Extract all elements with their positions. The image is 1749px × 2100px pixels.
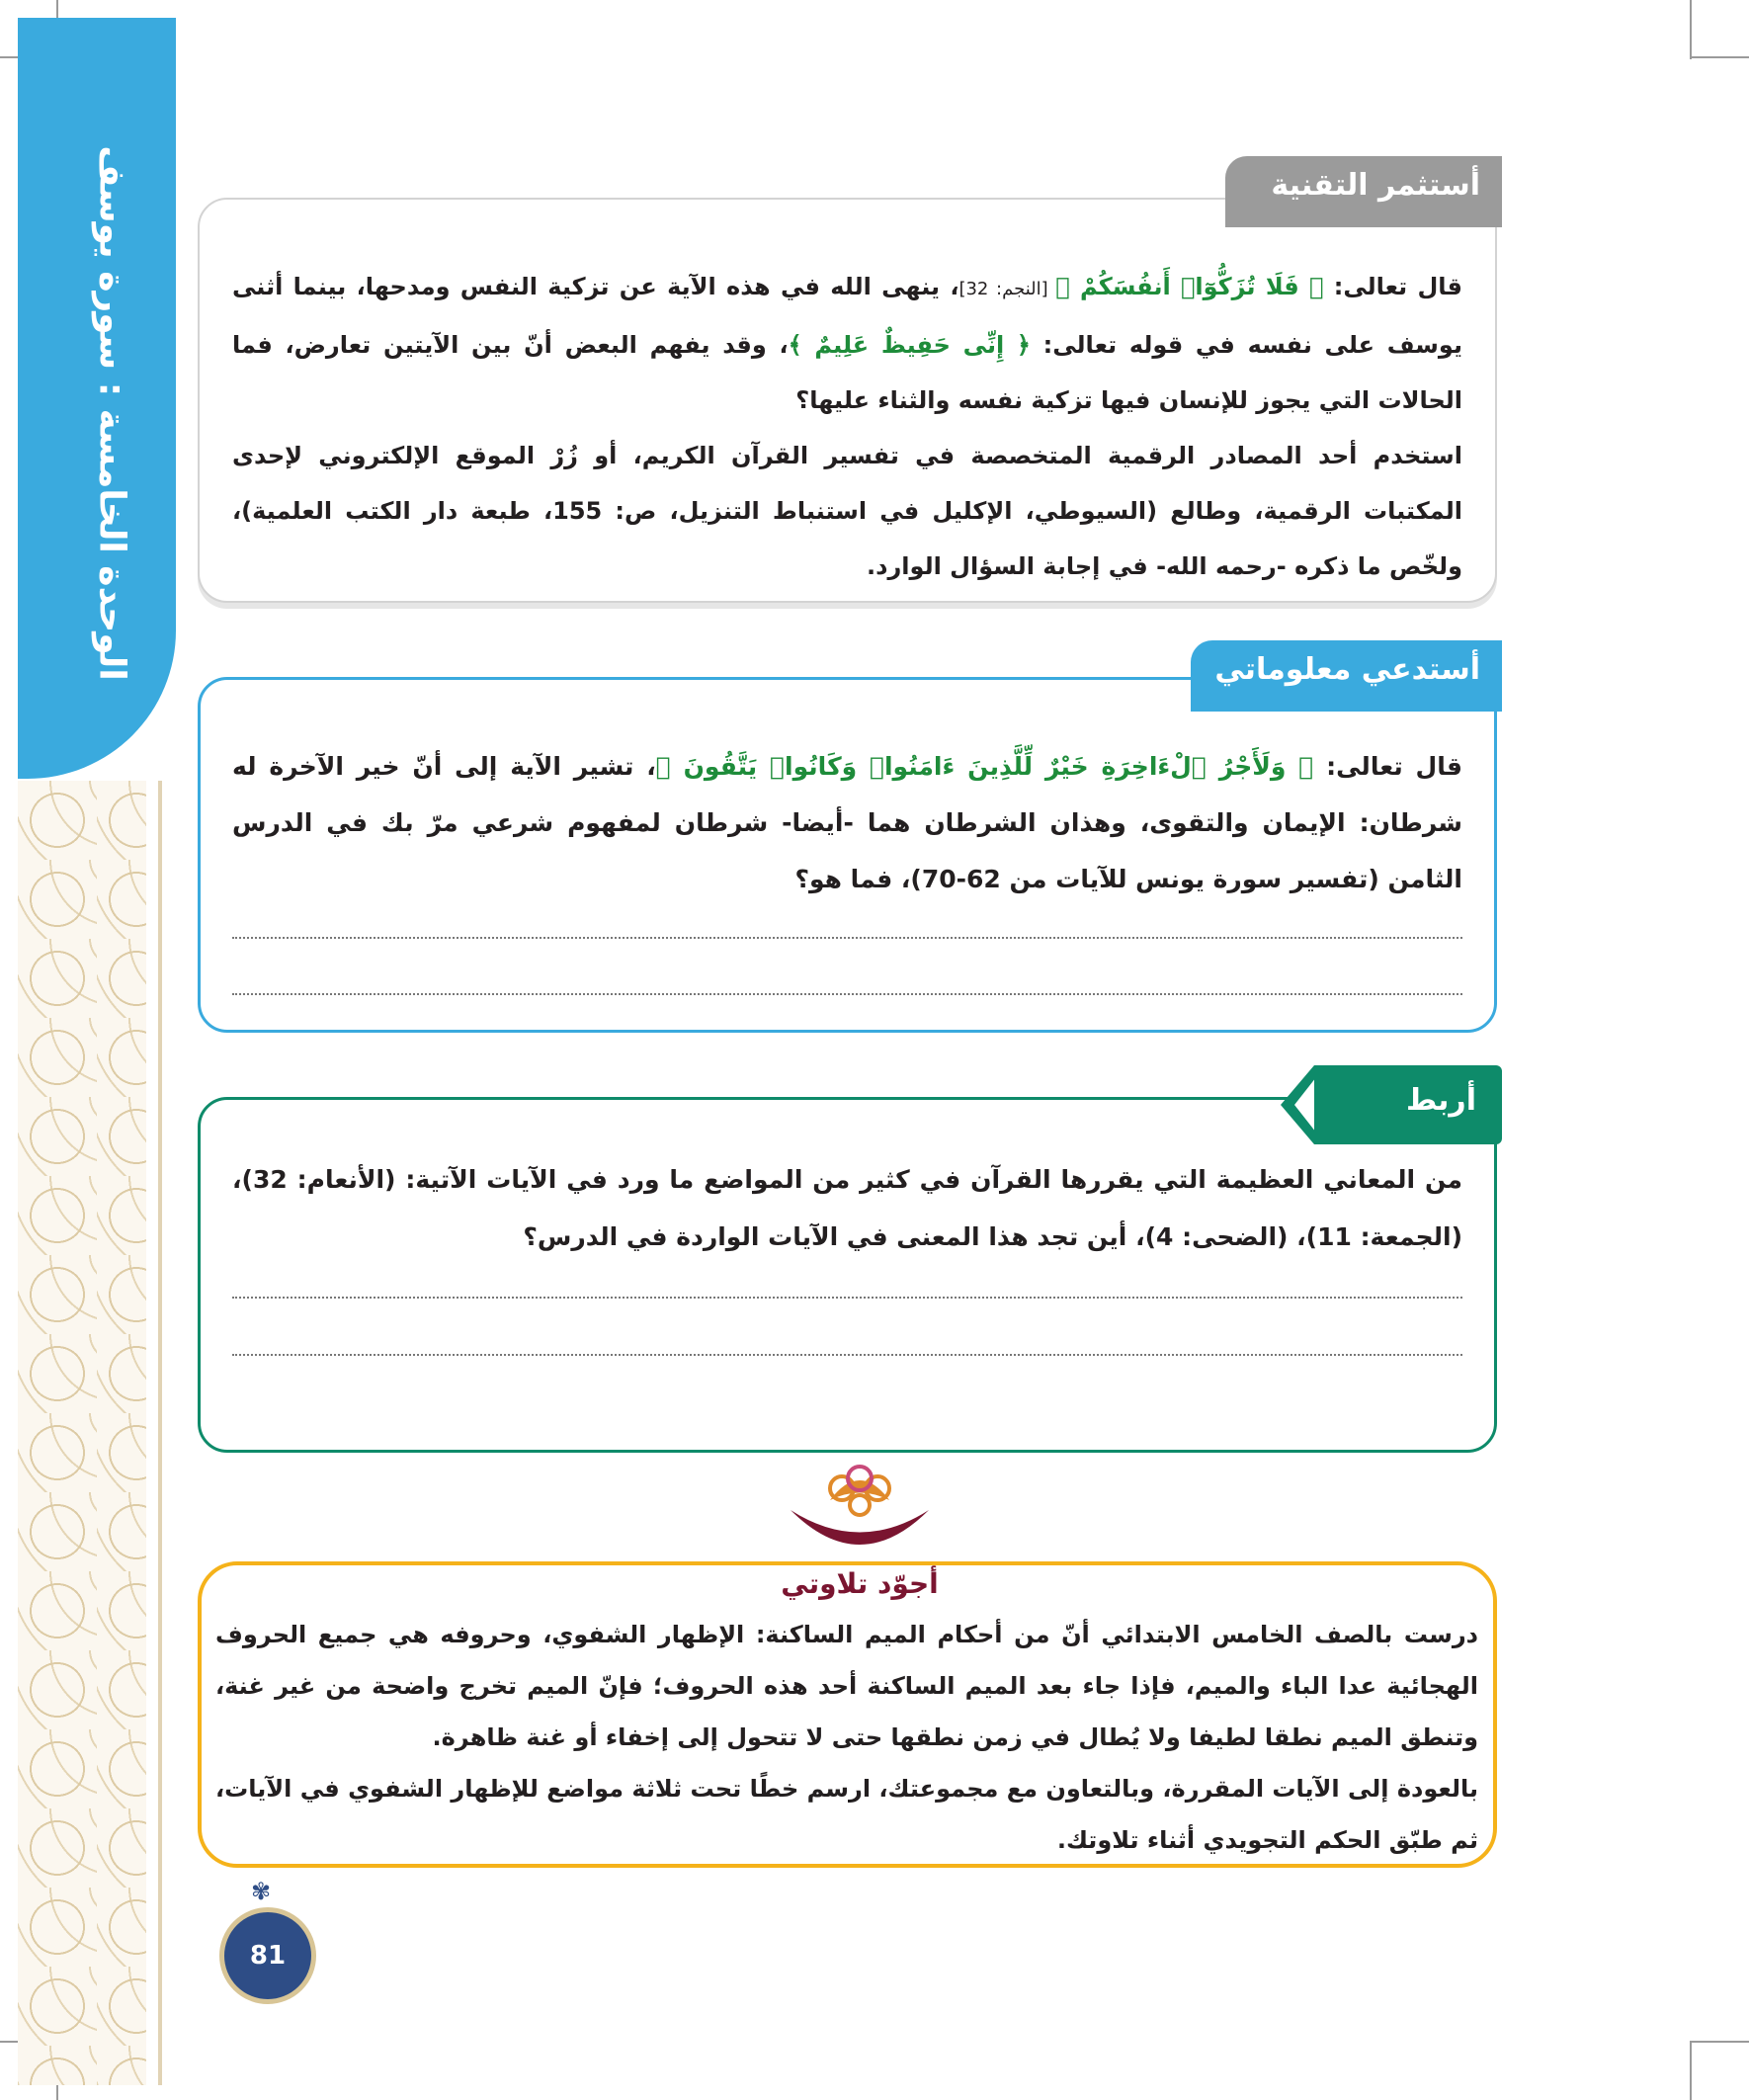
ornamental-border [18,781,146,2085]
text-span: ، ينهى الله في هذه الآية عن تزكية النفس ومدحها، بينما أثنى يوسف على نفسه في قوله تعالى: [232,273,1462,359]
quran-verse: ﴿ وَلَأَجْرُ ٱلْءَاخِرَةِ خَيْرٌ لِّلَّذِينَ ءَامَنُوا۟ وَكَانُوا۟ يَتَّقُونَ ﴾ [655,752,1314,781]
tajweed-emblem-icon [781,1461,939,1569]
unit-title: الوحدة الخامسة : سورة يوسف [91,145,132,681]
crop-mark [1690,2041,1692,2100]
technology-title: أستثمر التقنية [1225,156,1502,227]
recall-text [232,738,1462,907]
answer-line[interactable] [232,1354,1462,1356]
connect-text [232,1151,1462,1266]
text-span: ، وقد يفهم البعض أنّ بين الآيتين تعارض، فما الحالات التي يجوز للإنسان فيها تزكية نفسه والثناء عليها؟ [232,331,1462,414]
crop-mark [1690,2041,1749,2043]
unit-side-band [18,18,176,779]
tajweed-title: أجوّد تلاوتي [781,1567,939,1600]
answer-line[interactable] [232,1297,1462,1299]
ornament-icon: ✾ [251,1878,272,1905]
text-span: ، تشير الآية إلى أنّ خير الآخرة له شرطان: الإيمان والتقوى، وهذان الشرطان هما -أيضا- شرطان لمفهوم شرعي مرّ بك في الدرس الثامن (تفسير سورة يونس للآيات من 62-70)، فما هو؟ [232,752,1462,893]
connect-box [198,1097,1497,1453]
connect-tab-chevron-inner [1294,1077,1316,1133]
answer-line[interactable] [232,937,1462,939]
verse-reference: [النجم: 32] [958,279,1056,299]
connect-paragraph: من المعاني العظيمة التي يقررها القرآن في كثير من المواضع ما ورد في الآيات الآتية: (الأنعام: 32)، (الجمعة: 11)، (الضحى: 4)، أين تجد هذا المعنى في الآيات الواردة في الدرس؟ [232,1165,1462,1251]
crop-mark [1690,56,1749,58]
answer-line[interactable] [232,993,1462,995]
technology-text [232,259,1462,594]
ornamental-divider [158,781,162,2085]
quran-verse: ﴿ إِنِّى حَفِيظٌ عَلِيمٌ ﴾ [788,331,1031,359]
technology-paragraph-1 [232,259,1462,428]
recall-title: أستدعي معلوماتي [1191,640,1502,712]
text-span: قال تعالى: [1313,752,1463,781]
quran-verse: ﴿ فَلَا تُزَكُّوٓا۟ أَنفُسَكُمْ ﴾ [1055,273,1324,300]
connect-title: أربط [1314,1065,1502,1144]
recall-paragraph [232,738,1462,907]
page-number: 81 [219,1907,316,2004]
tajweed-text [215,1609,1478,1866]
technology-paragraph-2: استخدم أحد المصادر الرقمية المتخصصة في تفسير القرآن الكريم، أو زُرْ الموقع الإلكتروني لإحدى المكتبات الرقمية، وطالع (السيوطي، الإكليل في استنباط التنزيل، ص: 155، طبعة دار الكتب العلمية)، ولخّص ما ذكره -رحمه الله- في إجابة السؤال الوارد. [232,442,1462,580]
tajweed-paragraph-1: درست بالصف الخامس الابتدائي أنّ من أحكام الميم الساكنة: الإظهار الشفوي، وحروفه هي جميع الحروف الهجائية عدا الباء والميم، فإذا جاء بعد الميم الساكنة أحد هذه الحروف؛ فإنّ الميم تخرج واضحة من غير غنة، وتنطق الميم نطقا لطيفا ولا يُطال في زمن نطقها حتى لا تتحول إلى إخفاء أو غنة ظاهرة. [215,1621,1478,1751]
tajweed-paragraph-2: بالعودة إلى الآيات المقررة، وبالتعاون مع مجموعتك، ارسم خطًا تحت ثلاثة مواضع للإظهار الشفوي في الآيات، ثم طبّق الحكم التجويدي أثناء تلاوتك. [215,1775,1478,1854]
text-span: قال تعالى: [1323,273,1463,300]
crop-mark [1690,0,1692,59]
